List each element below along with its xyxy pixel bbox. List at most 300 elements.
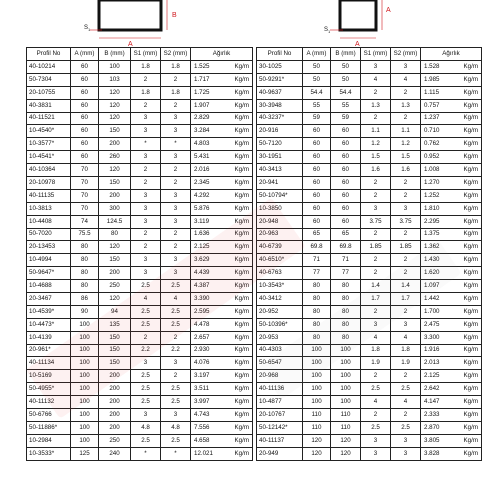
b-value-cell: 120 — [99, 241, 131, 254]
table-row — [27, 164, 253, 177]
profile-number-cell: 10-2984 — [27, 434, 71, 447]
s1-value-cell: 2 — [131, 99, 161, 112]
weight-value: 3.119 — [194, 217, 210, 225]
s2-value-cell: 2 — [391, 189, 421, 202]
weight-cell — [421, 254, 482, 267]
s2-value-cell: 2 — [391, 305, 421, 318]
profile-number-cell: 50-9647* — [27, 267, 71, 280]
s1-value-cell: 3 — [131, 267, 161, 280]
weight-value: 3.828 — [424, 449, 440, 457]
a-value-cell: 65 — [303, 228, 331, 241]
weight-unit: Kg/m — [234, 62, 249, 70]
b-value-cell: 71 — [331, 254, 361, 267]
a-value-cell: 110 — [303, 421, 331, 434]
header-profil-no: Profil No — [257, 48, 303, 61]
profile-number-cell: 40-11136 — [257, 383, 303, 396]
s2-value-cell: 2.5 — [161, 396, 191, 409]
table-row — [257, 447, 482, 460]
profile-number-cell: 40-11137 — [257, 434, 303, 447]
weight-value: 1.528 — [424, 62, 440, 70]
table-row — [27, 138, 253, 151]
table-row — [257, 254, 482, 267]
weight-cell — [421, 86, 482, 99]
profile-number-cell: 10-3850 — [257, 202, 303, 215]
weight-unit: Kg/m — [463, 114, 478, 122]
s2-value-cell: 2 — [161, 73, 191, 86]
weight-value: 2.642 — [424, 385, 440, 393]
s2-value-cell: 1.2 — [391, 138, 421, 151]
table-row — [27, 370, 253, 383]
a-value-cell: 60 — [71, 73, 99, 86]
s2-value-cell: 3 — [161, 202, 191, 215]
profile-number-cell: 40-3413 — [257, 164, 303, 177]
table-row — [257, 112, 482, 125]
s2-value-cell: 2 — [161, 241, 191, 254]
table-row — [27, 215, 253, 228]
weight-unit: Kg/m — [234, 359, 249, 367]
b-value-cell: 200 — [99, 383, 131, 396]
a-value-cell: 50 — [303, 61, 331, 74]
weight-value: 5.876 — [194, 204, 210, 212]
s1-value-cell: 2.5 — [361, 383, 391, 396]
weight-cell — [421, 280, 482, 293]
s1-value-cell: 2.2 — [131, 344, 161, 357]
weight-unit: Kg/m — [463, 243, 478, 251]
header-agirlik: Ağırlık — [191, 48, 253, 61]
b-value-cell: 120 — [99, 164, 131, 177]
square-profile-table-body — [257, 61, 482, 461]
b-label: B — [172, 12, 177, 19]
weight-unit: Kg/m — [234, 372, 249, 380]
profile-number-cell: 20-963 — [257, 228, 303, 241]
b-value-cell: 60 — [331, 164, 361, 177]
b-value-cell: 65 — [331, 228, 361, 241]
weight-cell — [191, 331, 253, 344]
b-value-cell: 150 — [99, 357, 131, 370]
b-value-cell: 77 — [331, 267, 361, 280]
b-value-cell: 100 — [331, 370, 361, 383]
profile-number-cell: 10-3577* — [27, 138, 71, 151]
weight-value: 0.710 — [424, 127, 440, 135]
s1-value-cell: 2 — [361, 370, 391, 383]
table-row — [257, 280, 482, 293]
a-value-cell: 80 — [303, 305, 331, 318]
weight-unit: Kg/m — [463, 359, 478, 367]
a-value-cell: 60 — [71, 138, 99, 151]
a-value-cell: 100 — [303, 370, 331, 383]
a-value-cell: 70 — [71, 189, 99, 202]
table-row — [27, 228, 253, 241]
table-row — [257, 202, 482, 215]
weight-cell — [191, 267, 253, 280]
a-value-cell: 100 — [303, 344, 331, 357]
s1-value-cell: 3 — [131, 202, 161, 215]
weight-cell — [191, 228, 253, 241]
weight-cell — [191, 396, 253, 409]
weight-value: 4.803 — [194, 140, 210, 148]
header-s1-mm: S1 (mm) — [361, 48, 391, 61]
b-value-cell: 60 — [331, 215, 361, 228]
weight-unit: Kg/m — [463, 191, 478, 199]
weight-unit: Kg/m — [234, 281, 249, 289]
s2-value-cell: 2.5 — [161, 318, 191, 331]
table-row — [257, 241, 482, 254]
weight-unit: Kg/m — [234, 333, 249, 341]
weight-value: 1.237 — [424, 114, 440, 122]
weight-cell — [421, 447, 482, 460]
weight-unit: Kg/m — [463, 436, 478, 444]
s2-value-cell: 3 — [161, 112, 191, 125]
s2-value-cell: * — [161, 138, 191, 151]
table-row — [257, 151, 482, 164]
b-value-cell: 50 — [331, 61, 361, 74]
weight-unit: Kg/m — [234, 256, 249, 264]
table-row — [27, 344, 253, 357]
table-row — [257, 73, 482, 86]
b-value-cell: 200 — [99, 138, 131, 151]
profile-outline — [99, 0, 161, 30]
weight-cell — [191, 138, 253, 151]
b-value-cell: 260 — [99, 151, 131, 164]
b-value-cell: 120 — [331, 447, 361, 460]
s1-value-cell: 2 — [361, 267, 391, 280]
s2-value-cell: 2 — [391, 254, 421, 267]
table-row — [27, 331, 253, 344]
profile-number-cell: 10-4541* — [27, 151, 71, 164]
s1-value-cell: 3 — [131, 409, 161, 422]
s1-value-cell: 2 — [361, 254, 391, 267]
weight-value: 4.292 — [194, 191, 210, 199]
weight-cell — [421, 61, 482, 74]
weight-cell — [191, 86, 253, 99]
s1-value-cell: * — [131, 138, 161, 151]
a-value-cell: 60 — [303, 164, 331, 177]
s1-value-cell: 2.5 — [131, 370, 161, 383]
weight-unit: Kg/m — [234, 75, 249, 83]
a-value-cell: 100 — [71, 344, 99, 357]
weight-cell — [421, 267, 482, 280]
profile-number-cell: 10-4994 — [27, 254, 71, 267]
weight-unit: Kg/m — [234, 346, 249, 354]
s2-value-cell: 2.5 — [161, 305, 191, 318]
profile-number-cell: 50-10794* — [257, 189, 303, 202]
s2-value-cell: 2 — [161, 99, 191, 112]
weight-value: 3.805 — [424, 436, 440, 444]
b-value-cell: 94 — [99, 305, 131, 318]
weight-cell — [421, 293, 482, 306]
b-value-cell: 300 — [99, 202, 131, 215]
profile-number-cell: 40-6510* — [257, 254, 303, 267]
s1-value-cell: 2 — [131, 73, 161, 86]
s2-value-cell: 2 — [161, 370, 191, 383]
s2-value-cell: 3 — [391, 434, 421, 447]
weight-value: 3.997 — [194, 398, 210, 405]
b-value-cell: 60 — [331, 125, 361, 138]
s-subscript: 1 — [88, 27, 91, 32]
table-row — [257, 305, 482, 318]
table-row — [27, 434, 253, 447]
weight-unit: Kg/m — [234, 88, 249, 96]
s1-value-cell: 3.75 — [361, 215, 391, 228]
b-value-cell: 150 — [99, 344, 131, 357]
weight-cell — [421, 112, 482, 125]
s1-value-cell: 2 — [361, 112, 391, 125]
s1-value-cell: 2 — [361, 189, 391, 202]
table-row — [257, 383, 482, 396]
weight-cell — [421, 421, 482, 434]
weight-cell — [191, 370, 253, 383]
weight-unit: Kg/m — [463, 178, 478, 186]
weight-unit: Kg/m — [234, 101, 249, 109]
table-row — [27, 421, 253, 434]
weight-unit: Kg/m — [463, 346, 478, 354]
weight-unit: Kg/m — [234, 140, 249, 148]
profile-number-cell: 20-949 — [257, 447, 303, 460]
s-label: S — [84, 25, 89, 31]
a-value-cell: 59 — [303, 112, 331, 125]
profile-number-cell: 10-4473* — [27, 318, 71, 331]
s1-value-cell: 2.5 — [131, 396, 161, 409]
s2-value-cell: 1.1 — [391, 125, 421, 138]
b-value-cell: 200 — [99, 189, 131, 202]
s1-value-cell: 1.8 — [131, 61, 161, 74]
s2-value-cell: 3 — [391, 318, 421, 331]
table-row — [257, 370, 482, 383]
weight-value: 3.300 — [424, 333, 440, 341]
s-subscript: 1 — [328, 29, 331, 34]
weight-unit: Kg/m — [234, 307, 249, 315]
profile-number-cell: 40-11135 — [27, 189, 71, 202]
s2-value-cell: 1.7 — [391, 293, 421, 306]
profile-number-cell: 10-4139 — [27, 331, 71, 344]
weight-value: 3.511 — [194, 385, 210, 393]
weight-cell — [421, 370, 482, 383]
s2-value-cell: 2.5 — [161, 383, 191, 396]
s1-value-cell: * — [131, 447, 161, 460]
a-value-cell: 100 — [303, 383, 331, 396]
weight-value: 7.556 — [194, 423, 210, 431]
weight-value: 4.147 — [424, 398, 440, 405]
weight-cell — [191, 409, 253, 422]
weight-cell — [191, 61, 253, 74]
a-value-cell: 60 — [303, 151, 331, 164]
profile-number-cell: 40-11134 — [27, 357, 71, 370]
table-row — [27, 151, 253, 164]
s2-value-cell: 1.85 — [391, 241, 421, 254]
weight-unit: Kg/m — [234, 217, 249, 225]
table-row — [27, 305, 253, 318]
weight-unit: Kg/m — [463, 372, 478, 380]
weight-value: 4.743 — [194, 410, 210, 418]
b-value-cell: 124.5 — [99, 215, 131, 228]
weight-cell — [421, 318, 482, 331]
weight-value: 4.387 — [194, 281, 210, 289]
weight-cell — [191, 421, 253, 434]
s1-value-cell: 2 — [361, 228, 391, 241]
header-s1-mm: S1 (mm) — [131, 48, 161, 61]
b-value-cell: 120 — [99, 99, 131, 112]
weight-value: 1.270 — [424, 178, 440, 186]
table-row — [257, 138, 482, 151]
s1-value-cell: 1.3 — [361, 99, 391, 112]
b-value-cell: 54.4 — [331, 86, 361, 99]
a-value-cell: 70 — [71, 177, 99, 190]
profile-number-cell: 10-5169 — [27, 370, 71, 383]
b-value-cell: 100 — [99, 61, 131, 74]
table-row — [27, 86, 253, 99]
s1-value-cell: 1.5 — [361, 151, 391, 164]
s2-value-cell: 2.5 — [161, 280, 191, 293]
weight-unit: Kg/m — [463, 75, 478, 83]
weight-unit: Kg/m — [463, 449, 478, 457]
a-value-cell: 54.4 — [303, 86, 331, 99]
table-row — [27, 177, 253, 190]
b-value-cell: 100 — [331, 344, 361, 357]
weight-value: 2.125 — [424, 372, 440, 380]
rect-profile-table — [26, 47, 253, 461]
s2-value-cell: 2 — [391, 177, 421, 190]
weight-value: 0.757 — [424, 101, 440, 109]
profile-number-cell: 50-6766 — [27, 409, 71, 422]
table-header-row — [27, 48, 253, 61]
a-value-cell: 60 — [71, 99, 99, 112]
weight-unit: Kg/m — [234, 153, 249, 161]
weight-value: 2.125 — [194, 243, 210, 251]
s1-value-cell: 1.7 — [361, 293, 391, 306]
a-value-cell: 80 — [303, 318, 331, 331]
a-value-cell: 100 — [303, 396, 331, 409]
a-value-cell: 60 — [303, 138, 331, 151]
weight-unit: Kg/m — [234, 398, 249, 405]
s2-value-cell: 3.75 — [391, 215, 421, 228]
a-value-cell: 80 — [71, 241, 99, 254]
weight-cell — [191, 125, 253, 138]
s2-value-cell: 4.8 — [161, 421, 191, 434]
a-value-cell: 60 — [71, 61, 99, 74]
s2-value-cell: 4 — [161, 293, 191, 306]
a-value-cell: 71 — [303, 254, 331, 267]
profile-number-cell: 40-3412 — [257, 293, 303, 306]
rect-profile-drawing — [64, 0, 194, 46]
weight-value: 2.345 — [194, 178, 210, 186]
b-value-cell: 240 — [99, 447, 131, 460]
weight-cell — [191, 254, 253, 267]
s2-value-cell: 3 — [161, 254, 191, 267]
weight-cell — [421, 99, 482, 112]
weight-unit: Kg/m — [463, 423, 478, 431]
s1-value-cell: 2.5 — [131, 305, 161, 318]
weight-value: 1.907 — [194, 101, 210, 109]
table-row — [27, 409, 253, 422]
a-value-cell: 125 — [71, 447, 99, 460]
weight-value: 1.442 — [424, 294, 440, 302]
rect-profile-table-body — [27, 61, 253, 461]
table-row — [257, 228, 482, 241]
s2-value-cell: 2 — [161, 177, 191, 190]
profile-number-cell: 20-941 — [257, 177, 303, 190]
table-row — [27, 383, 253, 396]
profile-number-cell: 50-7020 — [27, 228, 71, 241]
weight-value: 2.657 — [194, 333, 210, 341]
s2-value-cell: 1.9 — [391, 357, 421, 370]
weight-cell — [421, 215, 482, 228]
s2-value-cell: 3 — [161, 125, 191, 138]
weight-cell — [191, 305, 253, 318]
weight-unit: Kg/m — [463, 230, 478, 238]
a-value-cell: 60 — [303, 215, 331, 228]
weight-unit: Kg/m — [234, 436, 249, 444]
b-value-cell: 120 — [331, 434, 361, 447]
table-row — [257, 267, 482, 280]
s2-value-cell: 1.3 — [391, 99, 421, 112]
profile-number-cell: 20-13453 — [27, 241, 71, 254]
weight-cell — [191, 112, 253, 125]
weight-unit: Kg/m — [463, 153, 478, 161]
profile-number-cell: 50-7120 — [257, 138, 303, 151]
s1-value-cell: 1.8 — [131, 86, 161, 99]
s2-value-cell: 3 — [161, 215, 191, 228]
weight-value: 4.076 — [194, 359, 210, 367]
header-a-mm: A (mm) — [71, 48, 99, 61]
s1-value-cell: 3 — [131, 215, 161, 228]
weight-unit: Kg/m — [463, 294, 478, 302]
weight-unit: Kg/m — [463, 269, 478, 277]
weight-value: 2.930 — [194, 346, 210, 354]
weight-value: 3.629 — [194, 256, 210, 264]
profile-number-cell: 10-3533* — [27, 447, 71, 460]
weight-cell — [421, 138, 482, 151]
s2-value-cell: 2 — [391, 228, 421, 241]
b-value-cell: 50 — [331, 73, 361, 86]
weight-cell — [421, 164, 482, 177]
table-row — [27, 293, 253, 306]
weight-value: 3.390 — [194, 294, 210, 302]
weight-value: 1.375 — [424, 230, 440, 238]
weight-cell — [191, 293, 253, 306]
table-row — [257, 86, 482, 99]
s2-value-cell: 1.4 — [391, 280, 421, 293]
profile-number-cell: 40-9637 — [257, 86, 303, 99]
weight-cell — [421, 189, 482, 202]
s2-value-cell: 3 — [161, 409, 191, 422]
b-value-cell: 150 — [99, 254, 131, 267]
profile-number-cell: 10-4688 — [27, 280, 71, 293]
a-value-cell: 120 — [303, 434, 331, 447]
s2-value-cell: 3 — [391, 61, 421, 74]
weight-value: 0.762 — [424, 140, 440, 148]
weight-value: 2.016 — [194, 165, 210, 173]
s1-value-cell: 3 — [131, 151, 161, 164]
weight-cell — [421, 357, 482, 370]
weight-unit: Kg/m — [234, 191, 249, 199]
profile-number-cell: 20-3467 — [27, 293, 71, 306]
table-row — [257, 99, 482, 112]
b-value-cell: 200 — [99, 396, 131, 409]
s1-value-cell: 2 — [131, 241, 161, 254]
profile-number-cell: 40-4303 — [257, 344, 303, 357]
s1-value-cell: 2 — [361, 177, 391, 190]
weight-cell — [421, 331, 482, 344]
weight-unit: Kg/m — [463, 165, 478, 173]
a-value-cell: 80 — [303, 280, 331, 293]
s1-value-cell: 3 — [131, 125, 161, 138]
profile-number-cell: 10-4539* — [27, 305, 71, 318]
table-row — [27, 241, 253, 254]
a-value-cell: 80 — [71, 280, 99, 293]
s1-value-cell: 2 — [361, 409, 391, 422]
s2-value-cell: 2 — [161, 164, 191, 177]
s1-value-cell: 4 — [361, 331, 391, 344]
